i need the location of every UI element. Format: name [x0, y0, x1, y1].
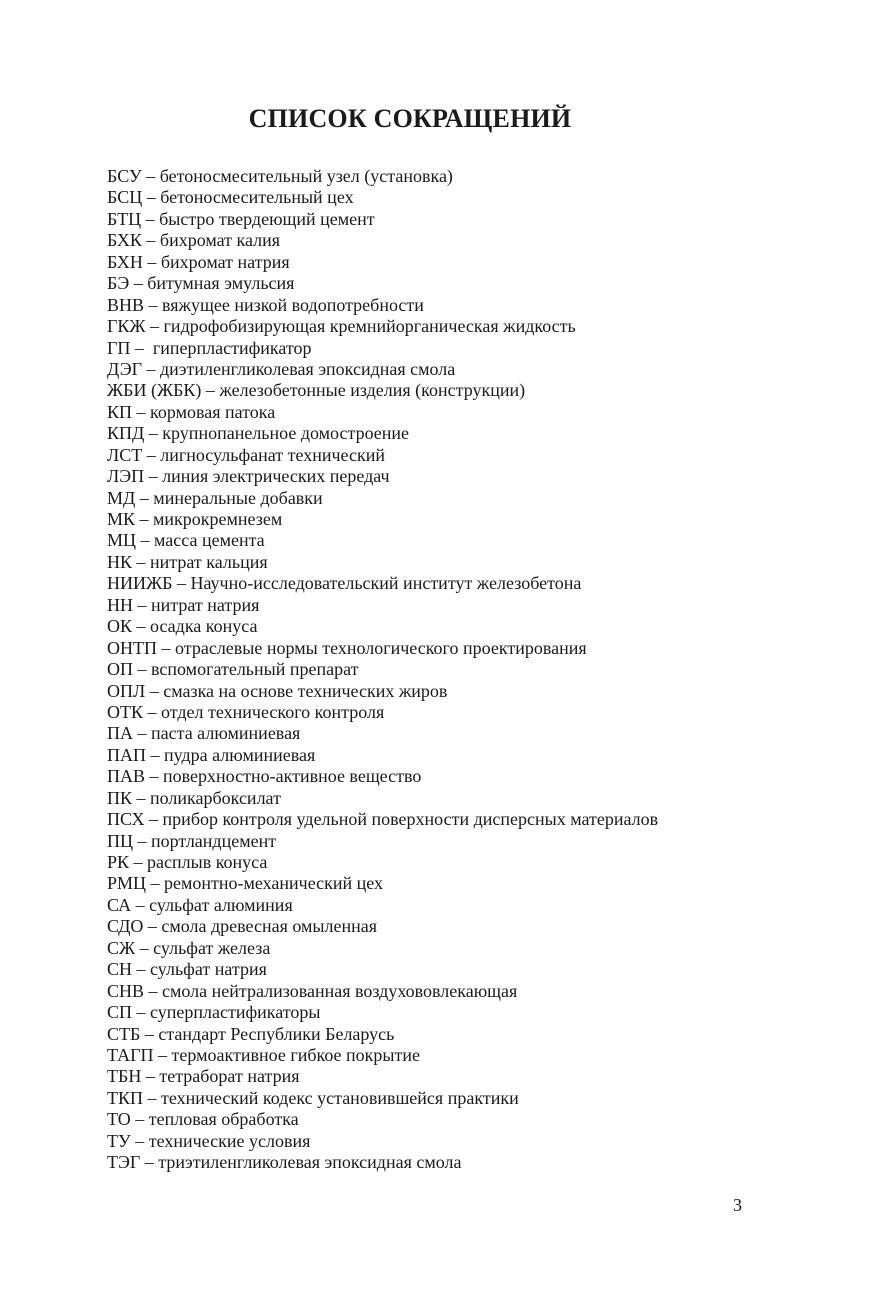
abbreviation-term: СА [107, 894, 132, 915]
abbreviation-entry [107, 616, 807, 637]
abbreviation-definition: масса цемента [154, 530, 265, 551]
abbreviation-entry [107, 745, 807, 766]
abbreviation-definition: ремонтно-механический цех [164, 873, 384, 894]
abbreviation-definition: гидрофобизирующая кремнийорганическая жидкость [163, 316, 576, 337]
abbreviation-definition: отдел технического контроля [161, 701, 385, 722]
abbreviation-entry [107, 809, 807, 830]
abbreviation-entry [107, 423, 807, 444]
abbreviation-term: СП [107, 1002, 133, 1023]
abbreviation-definition: вспомогательный препарат [151, 659, 359, 680]
abbreviation-entry [107, 1109, 807, 1130]
abbreviation-entry [107, 1131, 807, 1152]
abbreviation-definition: железобетонные изделия (конструкции) [219, 380, 526, 401]
abbreviation-dash: – [136, 530, 155, 551]
abbreviation-term: БТЦ [107, 208, 142, 229]
abbreviation-entry [107, 166, 807, 187]
abbreviation-definition: портландцемент [151, 830, 277, 851]
abbreviation-term: ТАГП [107, 1044, 154, 1065]
abbreviation-term: ОП [107, 659, 133, 680]
abbreviation-term: БЭ [107, 273, 130, 294]
abbreviation-dash: – [144, 980, 163, 1001]
abbreviation-definition: кормовая патока [150, 401, 276, 422]
abbreviation-dash: – [201, 380, 220, 401]
abbreviation-term: ПА [107, 723, 133, 744]
abbreviation-term: ВНВ [107, 294, 145, 315]
abbreviation-definition: смола нейтрализованная воздухововлекающая [162, 980, 518, 1001]
abbreviation-entry [107, 466, 807, 487]
abbreviation-term: ОПЛ [107, 680, 146, 701]
abbreviation-definition: поликарбоксилат [150, 787, 281, 808]
abbreviation-dash: – [142, 251, 161, 272]
abbreviation-entry [107, 209, 807, 230]
abbreviation-entry [107, 187, 807, 208]
abbreviation-dash: – [133, 723, 151, 744]
abbreviation-term: НК [107, 551, 133, 572]
abbreviation-dash: – [141, 208, 160, 229]
abbreviation-definition: отраслевые нормы технологического проектирования [175, 637, 587, 658]
abbreviation-definition: смазка на основе технических жиров [163, 680, 448, 701]
abbreviation-entry [107, 1066, 807, 1087]
abbreviation-definition: расплыв конуса [147, 852, 268, 872]
abbreviation-definition: нитрат кальция [150, 551, 268, 572]
abbreviation-dash: – [132, 959, 151, 980]
abbreviation-term: ОНТП [107, 637, 157, 658]
abbreviation-entry [107, 273, 807, 294]
abbreviation-entry [107, 1045, 807, 1066]
abbreviation-dash: – [144, 466, 163, 487]
abbreviation-term: БСУ [107, 166, 142, 186]
abbreviation-dash: – [157, 637, 175, 658]
abbreviation-definition: триэтиленгликолевая эпоксидная смола [158, 1152, 462, 1173]
abbreviation-dash: – [146, 873, 165, 894]
abbreviation-entry [107, 445, 807, 466]
abbreviation-dash: – [141, 230, 160, 251]
abbreviation-entry [107, 702, 807, 723]
abbreviation-definition: вяжущее низкой водопотребности [162, 294, 424, 315]
abbreviation-entry [107, 766, 807, 787]
abbreviation-entry [107, 573, 807, 594]
abbreviation-dash: – [145, 316, 164, 337]
abbreviation-dash: – [135, 937, 154, 958]
abbreviation-definition: сульфат алюминия [149, 894, 293, 915]
abbreviation-term: КПД [107, 423, 145, 444]
abbreviation-entry [107, 873, 807, 894]
abbreviation-definition: смола древесная омыленная [161, 916, 378, 937]
abbreviation-definition: бихромат калия [159, 230, 281, 251]
abbreviation-dash: – [133, 830, 151, 851]
abbreviation-entry [107, 1152, 807, 1173]
abbreviation-term: МД [107, 487, 136, 508]
abbreviation-dash: – [132, 401, 151, 422]
abbreviation-definition: сульфат железа [153, 937, 271, 958]
abbreviation-entry [107, 530, 807, 551]
abbreviation-term: ТО [107, 1109, 131, 1130]
abbreviation-term: ПАП [107, 744, 146, 765]
abbreviation-entry [107, 552, 807, 573]
abbreviation-entry [107, 681, 807, 702]
abbreviation-entry [107, 295, 807, 316]
abbreviation-dash: – [142, 444, 161, 465]
abbreviation-dash: – [144, 294, 163, 315]
abbreviation-dash: – [135, 509, 154, 529]
abbreviation-term: ПК [107, 787, 133, 808]
abbreviation-dash: – [132, 787, 151, 808]
page-number: 3 [733, 1195, 742, 1215]
abbreviation-dash: – [130, 1130, 149, 1151]
abbreviation-definition: минеральные добавки [153, 487, 323, 508]
abbreviation-term: СЖ [107, 937, 136, 958]
abbreviation-term: СНВ [107, 980, 145, 1001]
abbreviation-dash: – [142, 187, 161, 208]
abbreviation-dash: – [145, 766, 164, 787]
abbreviation-term: ПАВ [107, 766, 146, 787]
abbreviation-term: ПСХ [107, 809, 145, 830]
abbreviation-definition: прибор контроля удельной поверхности дисперсных материалов [162, 809, 659, 830]
abbreviation-definition: линия электрических передач [162, 466, 390, 487]
abbreviation-dash: – [141, 1066, 160, 1087]
abbreviation-definition: паста алюминиевая [151, 723, 301, 744]
abbreviation-entry [107, 595, 807, 616]
abbreviation-term: ТБН [107, 1066, 142, 1087]
abbreviation-term: ГКЖ [107, 316, 146, 337]
abbreviation-definition: бихромат натрия [160, 251, 290, 272]
abbreviation-definition: бетоносмесительный узел (установка) [159, 166, 453, 186]
abbreviation-term: ОК [107, 616, 133, 637]
abbreviation-dash: – [140, 1152, 159, 1173]
abbreviation-entry [107, 402, 807, 423]
abbreviation-term: ТКП [107, 1087, 143, 1108]
abbreviation-entry [107, 852, 807, 873]
abbreviation-definition: Научно-исследовательский институт железобетона [190, 573, 582, 594]
abbreviation-definition: сульфат натрия [150, 959, 267, 980]
abbreviation-dash: – [129, 273, 148, 294]
abbreviation-dash: – [144, 423, 163, 444]
abbreviation-term: ДЭГ [107, 358, 143, 379]
abbreviation-dash: – [145, 680, 164, 701]
abbreviation-entry [107, 1088, 807, 1109]
abbreviation-dash: – [143, 1087, 161, 1108]
abbreviation-dash: – [143, 916, 162, 937]
abbreviation-dash: – [131, 894, 150, 915]
abbreviation-term: ТУ [107, 1130, 131, 1151]
abbreviation-dash: – [153, 1044, 172, 1065]
abbreviation-dash: – [140, 1023, 159, 1044]
abbreviation-term: ГП [107, 337, 131, 358]
abbreviation-definition: битумная эмульсия [147, 273, 295, 294]
abbreviation-dash: – [130, 1109, 149, 1130]
abbreviation-term: НИИЖБ [107, 573, 173, 594]
abbreviation-term: ОТК [107, 701, 143, 722]
abbreviation-dash: – [132, 1002, 151, 1023]
abbreviation-entry [107, 938, 807, 959]
abbreviation-term: ПЦ [107, 830, 133, 851]
abbreviation-dash: – [132, 616, 151, 637]
abbreviation-dash: – [142, 358, 161, 379]
abbreviation-definition: микрокремнезем [153, 509, 283, 529]
abbreviation-entry [107, 638, 807, 659]
abbreviation-term: СТБ [107, 1023, 141, 1044]
abbreviation-entry [107, 959, 807, 980]
abbreviation-term: БХК [107, 230, 142, 251]
abbreviation-entry [107, 509, 807, 530]
abbreviation-entry [107, 316, 807, 337]
abbreviation-definition: диэтиленгликолевая эпоксидная смола [160, 358, 456, 379]
abbreviation-term: НН [107, 594, 133, 615]
abbreviation-term: ТЭГ [107, 1152, 141, 1173]
abbreviation-term: ЛЭП [107, 466, 145, 487]
abbreviation-entry [107, 338, 807, 359]
abbreviation-definition: осадка конуса [150, 616, 258, 637]
abbreviation-entry [107, 916, 807, 937]
abbreviation-definition: бетоносмесительный цех [160, 187, 354, 208]
abbreviation-entry [107, 895, 807, 916]
abbreviation-dash: – [135, 487, 154, 508]
abbreviation-definition: тетраборат натрия [159, 1066, 300, 1087]
abbreviation-dash: – [130, 337, 149, 358]
abbreviation-entry [107, 359, 807, 380]
abbreviation-definition: стандарт Республики Беларусь [158, 1023, 395, 1044]
abbreviation-definition: быстро твердеющий цемент [159, 208, 375, 229]
abbreviation-dash: – [144, 809, 163, 830]
abbreviation-entry [107, 1002, 807, 1023]
abbreviation-entry [107, 252, 807, 273]
abbreviation-dash: – [133, 659, 151, 680]
abbreviation-entry [107, 831, 807, 852]
abbreviation-term: ЖБИ (ЖБК) [107, 380, 202, 401]
abbreviation-dash: – [132, 551, 151, 572]
abbreviation-dash: – [146, 744, 164, 765]
abbreviation-entry [107, 230, 807, 251]
abbreviation-entry [107, 380, 807, 401]
abbreviation-definition: технический кодекс установившейся практики [161, 1087, 519, 1108]
abbreviation-dash: – [172, 573, 191, 594]
abbreviation-term: СДО [107, 916, 144, 937]
abbreviation-entry [107, 723, 807, 744]
abbreviation-list [107, 166, 807, 1174]
abbreviation-definition: технические условия [148, 1130, 311, 1151]
abbreviation-definition: нитрат натрия [151, 594, 260, 615]
abbreviation-term: БСЦ [107, 187, 143, 208]
abbreviation-definition: суперпластификаторы [150, 1002, 321, 1023]
abbreviation-definition: гиперпластификатор [148, 337, 312, 358]
abbreviation-dash: – [141, 166, 160, 186]
abbreviation-entry [107, 488, 807, 509]
abbreviation-term: КП [107, 401, 133, 422]
abbreviation-dash: – [133, 594, 151, 615]
abbreviation-entry [107, 981, 807, 1002]
page-title: СПИСОК СОКРАЩЕНИЙ [248, 104, 572, 133]
abbreviation-entry [107, 788, 807, 809]
abbreviation-definition: пудра алюминиевая [164, 744, 316, 765]
abbreviation-dash: – [129, 852, 148, 872]
abbreviation-term: РМЦ [107, 873, 147, 894]
abbreviation-term: РК [107, 852, 130, 872]
abbreviation-definition: лигносульфанат технический [160, 444, 385, 465]
abbreviation-term: МК [107, 509, 136, 529]
abbreviation-term: ЛСТ [107, 444, 143, 465]
abbreviation-definition: крупнопанельное домостроение [162, 423, 410, 444]
abbreviation-definition: термоактивное гибкое покрытие [171, 1044, 420, 1065]
abbreviation-dash: – [143, 701, 161, 722]
abbreviation-term: БХН [107, 251, 143, 272]
abbreviation-term: СН [107, 959, 133, 980]
abbreviation-definition: поверхностно-активное вещество [163, 766, 422, 787]
abbreviation-definition: тепловая обработка [148, 1109, 299, 1130]
abbreviation-entry [107, 1024, 807, 1045]
abbreviation-entry [107, 659, 807, 680]
abbreviation-term: МЦ [107, 530, 137, 551]
